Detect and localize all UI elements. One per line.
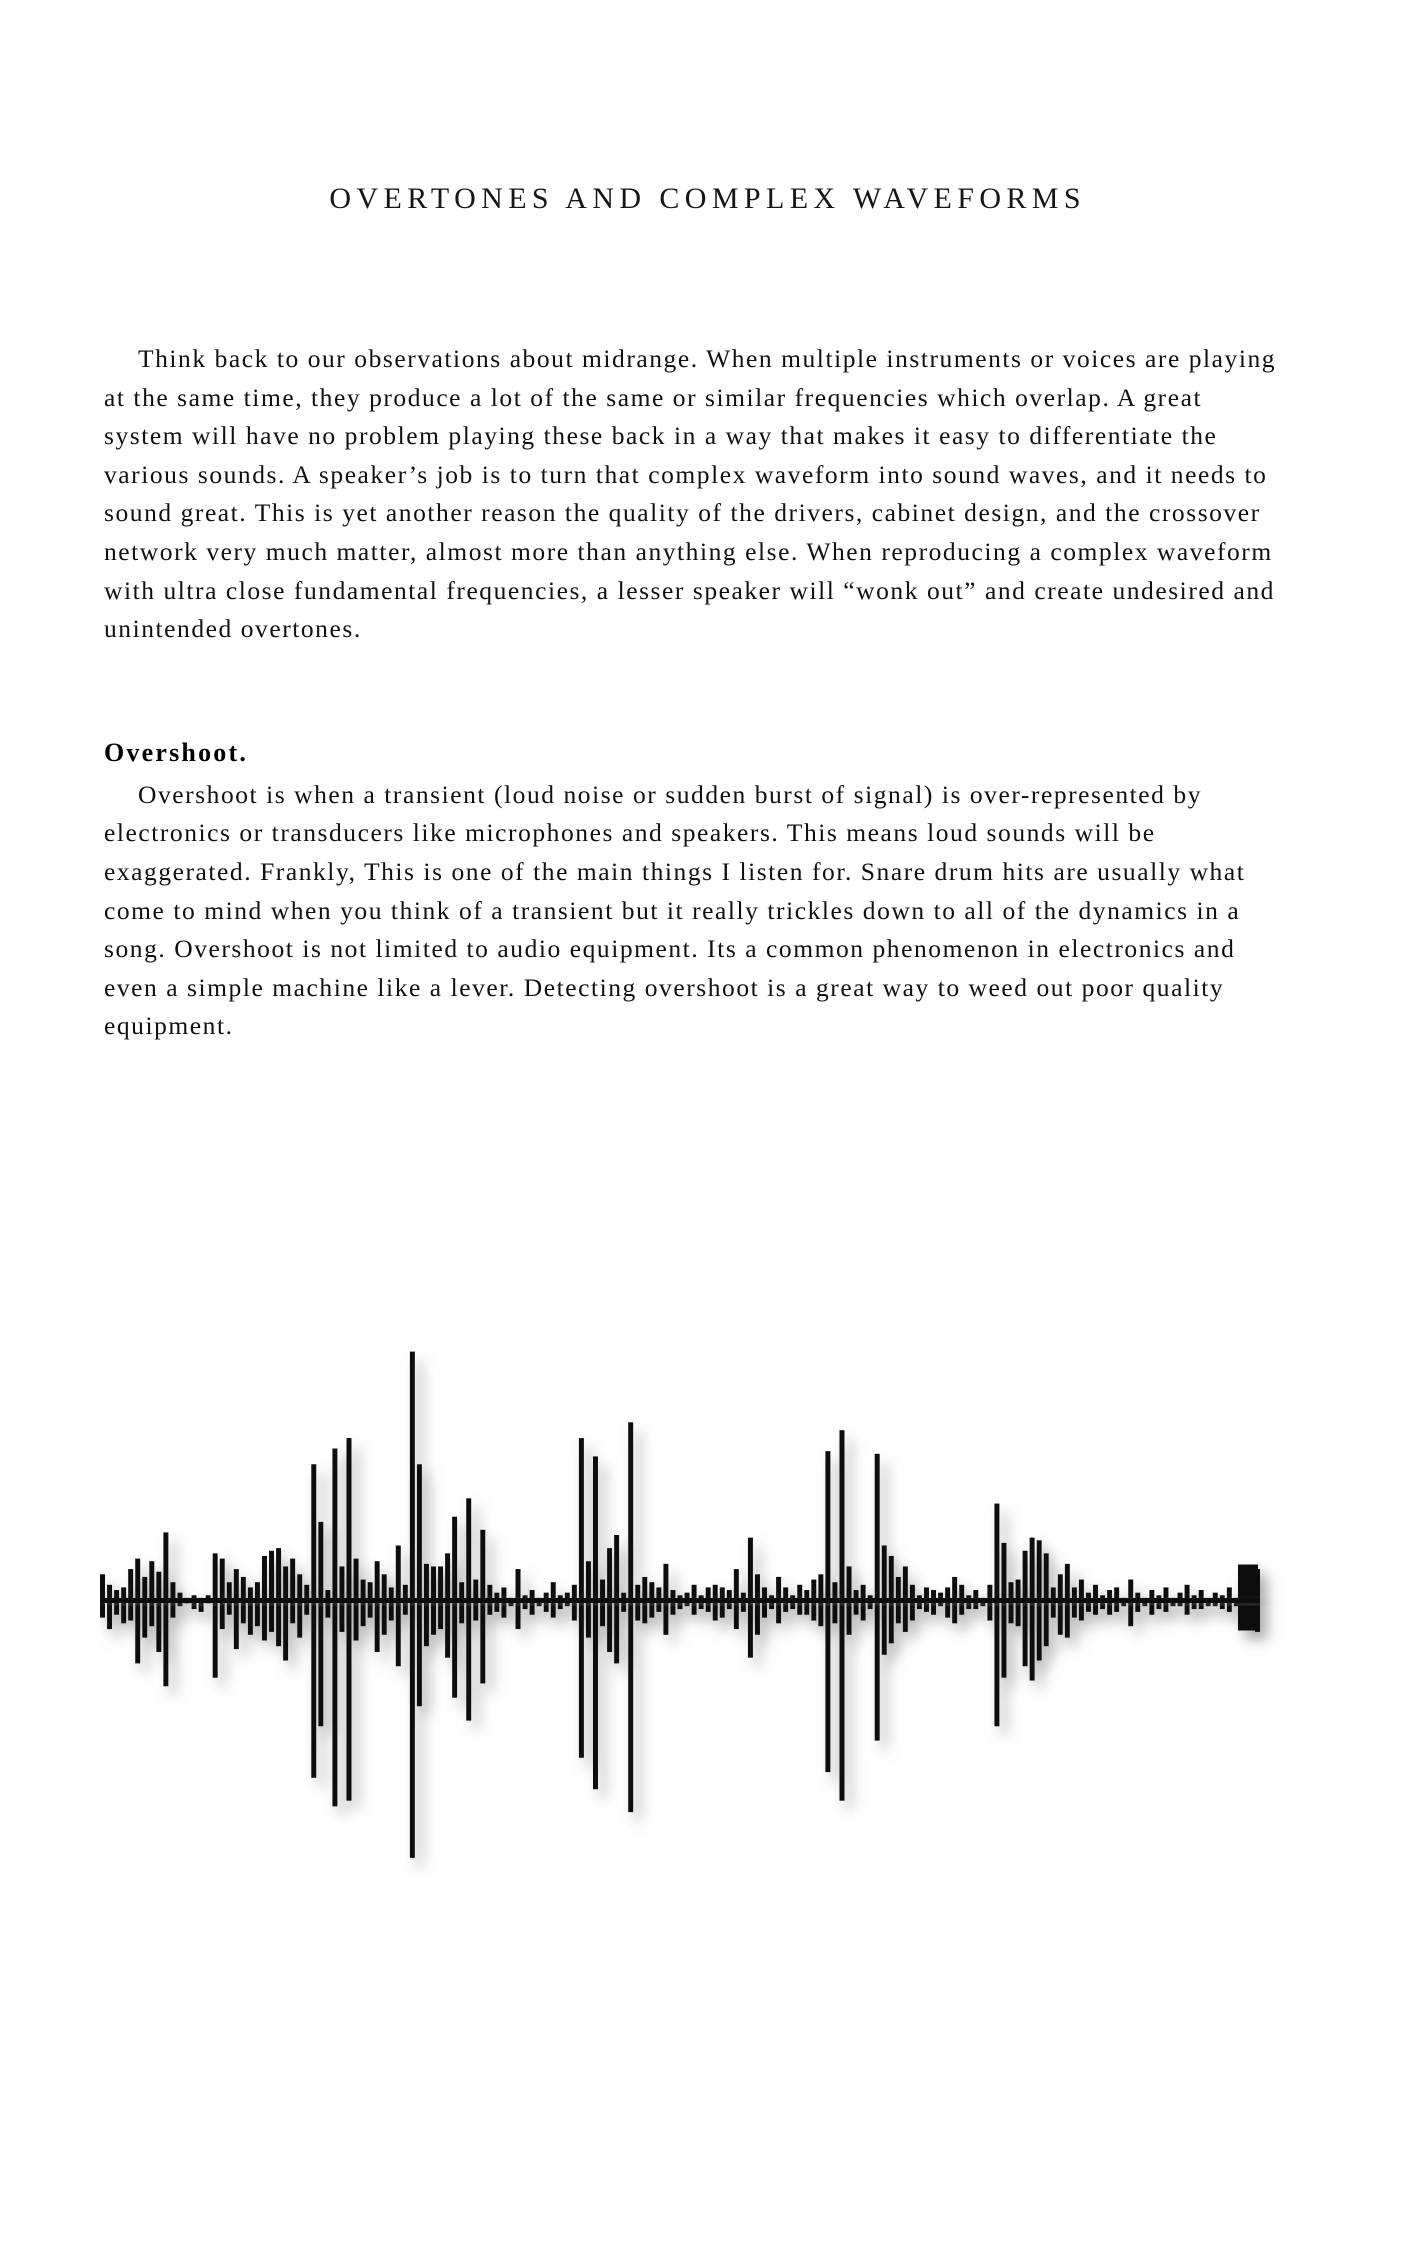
waveform-bar <box>332 1449 337 1807</box>
page-title: OVERTONES AND COMPLEX WAVEFORMS <box>329 182 1086 216</box>
waveform-bar <box>417 1464 422 1706</box>
waveform-bar <box>396 1545 401 1666</box>
waveform-bar <box>255 1582 260 1626</box>
waveform-bar <box>107 1585 112 1629</box>
waveform-bar <box>994 1504 999 1727</box>
paragraph-intro-text: Think back to our observations about midrange. When multiple instruments or voices are playing at the same time, they produce a lot of the same or similar frequencies which overlap. A great system will have no problem playing these back in a way that makes it easy to differentiate the various sounds. A speaker’s job is to turn that complex waveform into sound waves, and it needs to sound great. This is yet another reason the quality of the drivers, cabinet design, and the crossover network very much matter, almost more than anything else. When reproducing a complex waveform with ultra close fundamental frequencies, a lesser speaker will “wonk out” and create undesired and unintended overtones. <box>104 344 1277 644</box>
waveform-bar <box>1023 1551 1028 1667</box>
waveform-bar <box>234 1569 239 1649</box>
waveform-bar <box>1058 1574 1063 1635</box>
article-body <box>104 340 1284 1046</box>
waveform-bar <box>628 1422 633 1812</box>
waveform-bar <box>748 1538 753 1658</box>
waveform-bar <box>445 1553 450 1657</box>
waveform-svg <box>100 1330 1300 1890</box>
paragraph-overshoot-text: Overshoot is when a transient (loud noise or sudden burst of signal) is over-represented by electronics or transducers like microphones and speakers. This means loud sounds will be exaggerated. Frankly, This is one of the main things I listen for. Snare drum hits are usually what come to mind when you think of a transient but it really trickles down to all of the dynamics in a song. Overshoot is not limited to audio equipment. Its a common phenomenon in electronics and even a simple machine like a lever. Detecting overshoot is a great way to weed out poor quality equipment. <box>104 779 1246 1041</box>
waveform-bar <box>149 1561 154 1626</box>
waveform-bar <box>213 1553 218 1677</box>
waveform-bar <box>346 1438 351 1801</box>
waveform-bar <box>318 1522 323 1726</box>
waveform-baseline <box>100 1598 1260 1603</box>
waveform-bar <box>142 1577 147 1638</box>
waveform-bar <box>452 1517 457 1698</box>
waveform-bar <box>755 1574 760 1635</box>
waveform-bar <box>825 1451 830 1772</box>
waveform-bar <box>269 1551 274 1632</box>
waveform-end-block <box>1238 1565 1258 1631</box>
waveform-bar <box>382 1574 387 1635</box>
paragraph-intro <box>104 340 1284 649</box>
waveform-bar <box>290 1559 295 1624</box>
waveform-bar <box>389 1587 394 1620</box>
waveform-bar <box>325 1590 330 1618</box>
waveform-bar <box>466 1498 471 1720</box>
waveform-bar <box>311 1464 316 1778</box>
waveform-bar <box>220 1559 225 1630</box>
waveform-bar <box>128 1569 133 1620</box>
waveform-bar <box>163 1532 168 1686</box>
waveform-bar <box>593 1456 598 1789</box>
waveform-bar <box>438 1566 443 1629</box>
waveform-bar <box>410 1352 415 1858</box>
waveform-bar <box>375 1561 380 1652</box>
paragraph-spacer <box>104 649 1284 734</box>
waveform-bar <box>579 1438 584 1758</box>
audio-waveform-illustration <box>100 1330 1300 1890</box>
waveform-bar <box>875 1454 880 1741</box>
waveform-bar <box>276 1548 281 1646</box>
paragraph-overshoot <box>104 776 1284 1046</box>
waveform-bar <box>156 1572 161 1652</box>
waveform-bar <box>1001 1543 1006 1678</box>
waveform-bar <box>297 1574 302 1637</box>
waveform-bar <box>424 1564 429 1646</box>
waveform-bar <box>248 1587 253 1634</box>
waveform-bar <box>839 1430 844 1801</box>
waveform-bar <box>1030 1538 1035 1681</box>
waveform-bar <box>135 1559 140 1664</box>
waveform-bar <box>480 1530 485 1684</box>
waveform-bar <box>283 1566 288 1660</box>
section-heading-overshoot: Overshoot. <box>104 737 249 767</box>
waveform-bars <box>100 1352 1260 1858</box>
waveform-bar <box>100 1574 105 1617</box>
waveform-bar <box>121 1587 126 1623</box>
